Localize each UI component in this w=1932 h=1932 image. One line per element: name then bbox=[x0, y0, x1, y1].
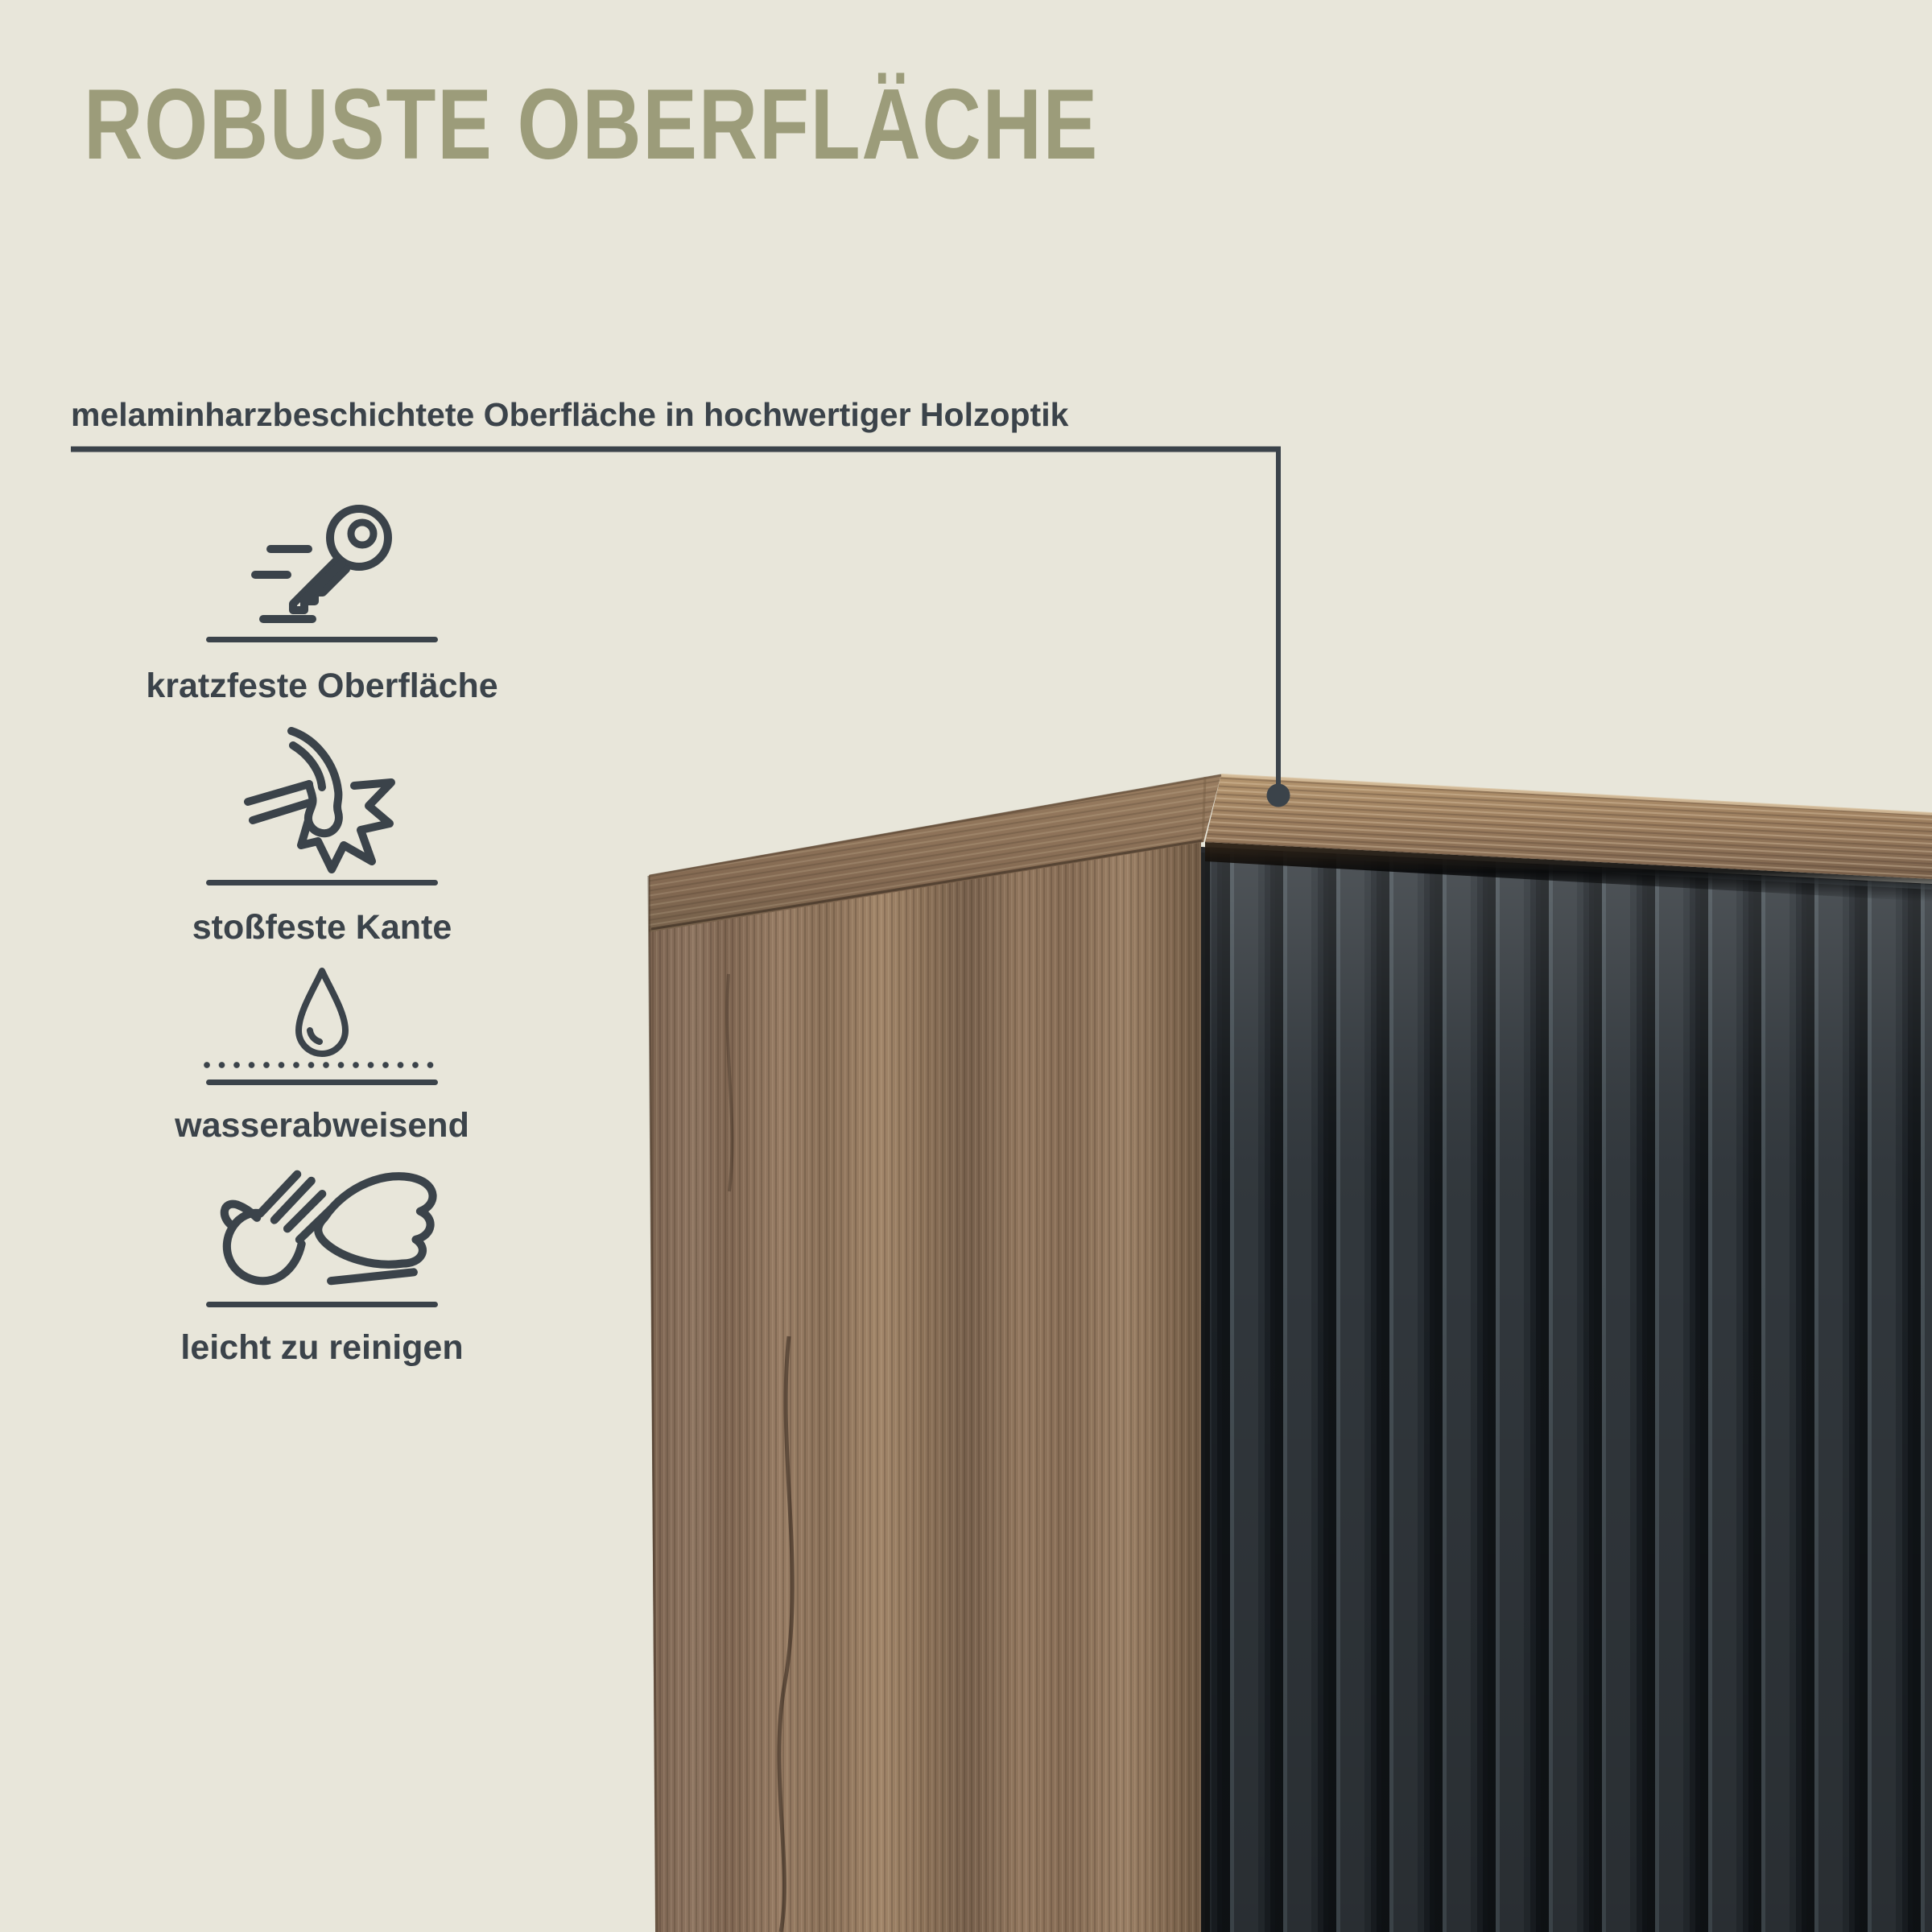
hammer-impact-icon bbox=[242, 723, 411, 876]
feature-label-easy-to-clean: leicht zu reinigen bbox=[180, 1328, 464, 1367]
water-repellent-dotted-line bbox=[203, 1061, 441, 1069]
flying-key-icon bbox=[242, 493, 402, 630]
cabinet-side-panel bbox=[649, 840, 1201, 1932]
page-title: ROBUSTE OBERFLÄCHE bbox=[84, 69, 1100, 180]
feature-underline bbox=[206, 637, 438, 642]
feature-label-impact-resistant: stoßfeste Kante bbox=[192, 908, 452, 947]
feature-underline bbox=[206, 1302, 438, 1307]
feature-label-water-repellent: wasserabweisend bbox=[175, 1106, 469, 1145]
door-edge-shadow bbox=[1201, 847, 1210, 1932]
feature-underline bbox=[206, 1080, 438, 1085]
hand-wipe-icon bbox=[192, 1150, 457, 1348]
cabinet-fluted-door bbox=[1201, 847, 1932, 1932]
callout-dot bbox=[1267, 784, 1290, 807]
water-drop-icon bbox=[274, 964, 370, 1061]
feature-label-scratchproof: kratzfeste Oberfläche bbox=[146, 667, 498, 705]
callout-label: melaminharzbeschichtete Oberfläche in hochwertiger Holzoptik bbox=[71, 396, 1069, 433]
feature-underline bbox=[206, 880, 438, 886]
